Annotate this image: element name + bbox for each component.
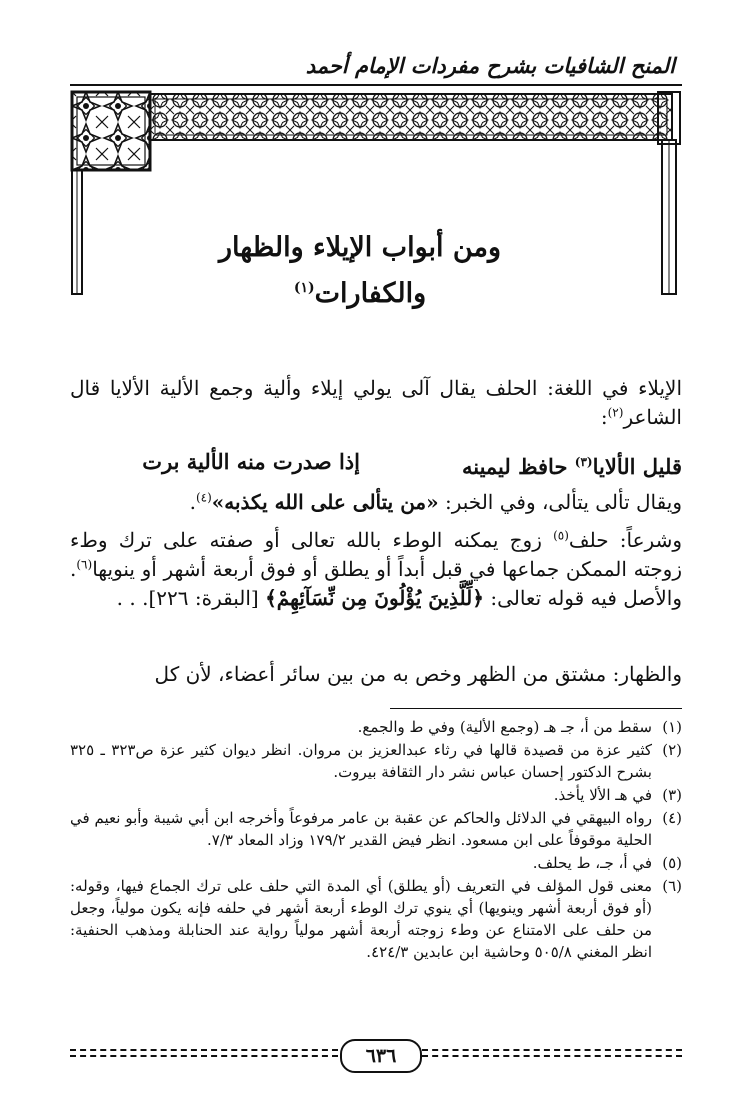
footer-rule-left [70,1055,338,1057]
footnote-number: (٣) [662,786,682,804]
paragraph-text: زوج يمكنه الوطء بالله تعالى أو صفته على ترك وطء زوجته الممكن جماعها في قبل أبداً أو يطلق أو فوق أربعة أشهر أو ينويها [70,528,683,581]
footnote-number: (٤) [662,809,682,827]
paragraph-taalla [70,488,682,517]
paragraph-zihar: والظهار: مشتق من الظهر وخص به من بين سائر أعضاء، لأن كل [154,662,682,686]
footnote-number: (١) [662,718,682,736]
paragraph-text: وشرعاً: حلف [568,528,683,552]
poem-text: قليل الألايا [592,454,682,479]
footnote-text: في أ، جـ، ط يحلف. [532,854,652,872]
footer-rule-right [422,1049,682,1051]
footer-rule-right [422,1055,682,1057]
paragraph-text: . والأصل فيه قوله تعالى: [70,557,682,610]
footnote-item [70,784,682,806]
footnote-number: (٥) [662,854,682,872]
poem-hemistich-second: إذا صدرت منه الألية برت [142,449,360,474]
footnote-item [70,852,682,874]
paragraph-text: ويقال تألى يتألى، وفي الخبر: [438,490,682,514]
paragraph-text: . [189,490,196,514]
footnote-ref: (٤) [195,490,212,505]
footnote-separator [390,708,682,709]
poem-hemistich-first [422,446,682,483]
paragraph-ilaa-language [70,374,682,432]
footnote-ref: (٣) [574,455,593,469]
running-header: المنح الشافيات بشرح مفردات الإمام أحمد [305,53,675,78]
footnote-number: (٦) [662,877,682,895]
footnote-number: (٢) [662,741,682,759]
footnote-ref: (٦) [76,557,93,572]
footnote-item [70,716,682,738]
hadith-quote: «من يتألى على الله يكذبه» [211,490,439,514]
footer-rule-left [70,1049,338,1051]
paragraph-text: : [600,405,608,429]
footnote-text: رواه البيهقي في الدلائل والحاكم عن عقبة بن عامر مرفوعاً وأخرجه ابن أبي شيبة وأبو نعيم في الحلية موقوفاً على ابن مسعود. انظر فيض القدير ١٧٩/٢ وزاد المعاد ٧/٣. [70,809,652,849]
poem-text: حافظ ليمينه [461,454,575,479]
footnote-text: سقط من أ، جـ هـ (وجمع الألية) وفي ط والجمع. [357,718,652,736]
poem-verse [70,446,682,478]
footnote-text: في هـ الألا يأخذ. [553,786,652,804]
footnote-item [70,739,682,783]
page-number: ٦٣٦ [340,1039,422,1073]
paragraph-text: [البقرة: ٢٢٦]. . . [116,586,266,610]
chapter-title-text: ومن أبواب الإيلاء والظهار والكفارات [219,232,501,309]
paragraph-shar-definition [70,526,682,613]
footnote-item [70,807,682,851]
header-rule [70,84,682,86]
footnote-text: معنى قول المؤلف في التعريف (أو يطلق) أي المدة التي حلف على ترك الجماع فيها، وقوله: (أو فوق أربعة أشهر وينويها) أي ينوي ترك الوطء أربعة أشهر في حلفه فإنه يكون مولياً، وجعل من حلف على الامتناع عن وطء زوجته أربعة أشهر مولياً رواية عند الحنابلة ومذهب الحنفية: انظر المغني ٥٠٥/٨ وحاشية ابن عابدين ٤٢٤/٣. [70,877,652,961]
footnote-ref: (٢) [607,405,624,420]
chapter-title [150,228,570,314]
quran-verse: ﴿لِّلَّذِينَ يُؤْلُونَ مِن نِّسَآئِهِمْ﴾ [265,586,484,610]
footnote-item [70,875,682,963]
footnote-text: كثير عزة من قصيدة قالها في رثاء عبدالعزيز بن مروان. انظر ديوان كثير عزة ص٣٢٣ ـ ٣٢٥ بشرح الدكتور إحسان عباس نشر دار الثقافة بيروت. [70,741,653,781]
paragraph-text: الإيلاء في اللغة: الحلف يقال آلى يولي إيلاء وألية وجمع الألية الألايا قال الشاعر [70,376,682,429]
footnotes [70,716,682,964]
footnote-ref: (٥) [553,528,569,543]
footnote-ref: (١) [293,280,315,296]
